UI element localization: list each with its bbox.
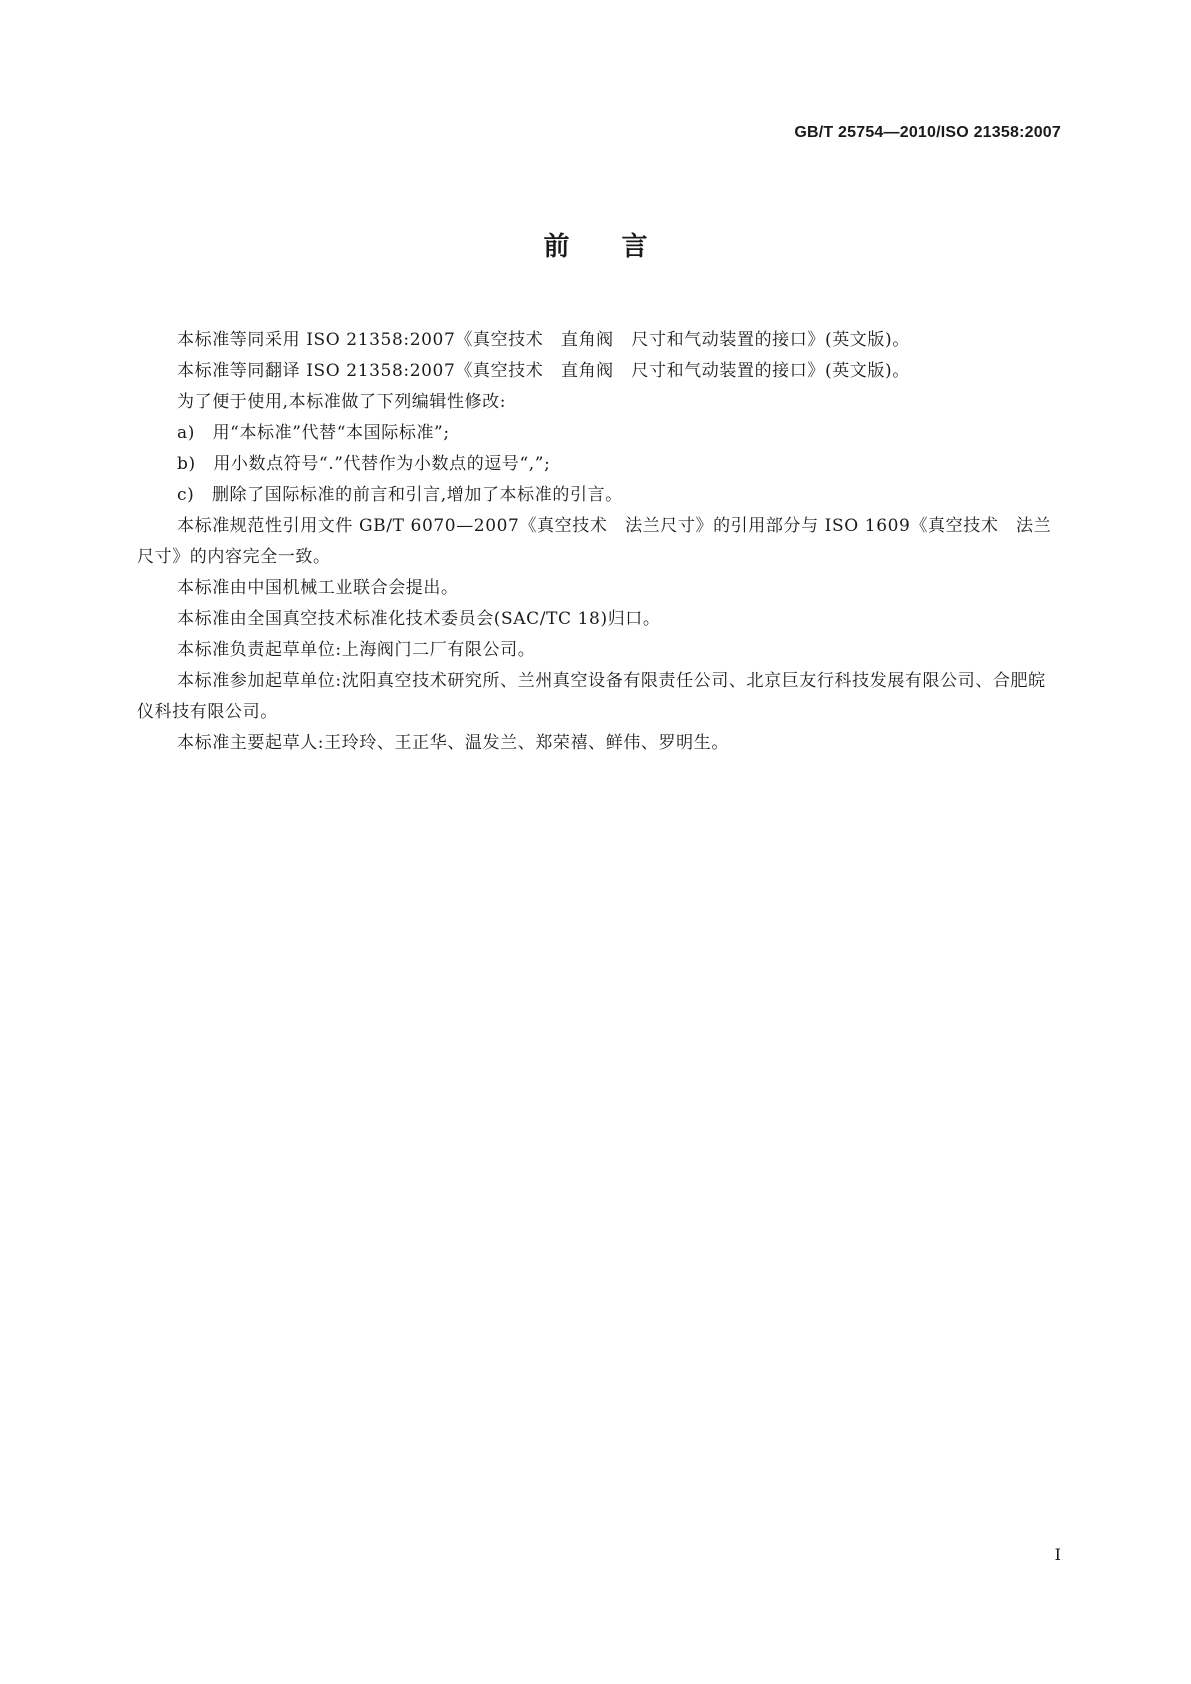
paragraph-responsible-drafter: 本标准负责起草单位:上海阀门二厂有限公司。	[177, 640, 536, 660]
list-item-c: c) 删除了国际标准的前言和引言,增加了本标准的引言。	[177, 485, 623, 505]
paragraph-normative-references: 本标准规范性引用文件 GB/T 6070—2007《真空技术 法兰尺寸》的引用部分与 ISO 1609《真空技术 法兰尺寸》的内容完全一致。	[137, 516, 1052, 567]
page-title: 前言	[543, 232, 700, 262]
standard-number-header: GB/T 25754—2010/ISO 21358:2007	[794, 124, 1061, 141]
page-number: I	[1054, 1545, 1061, 1564]
foreword-body	[137, 325, 1062, 759]
paragraph-editorial-changes: 为了便于使用,本标准做了下列编辑性修改:	[177, 392, 507, 412]
paragraph-adoption: 本标准等同采用 ISO 21358:2007《真空技术 直角阀 尺寸和气动装置的接口》(英文版)。	[177, 330, 910, 350]
paragraph-translation: 本标准等同翻译 ISO 21358:2007《真空技术 直角阀 尺寸和气动装置的接口》(英文版)。	[177, 361, 910, 381]
list-item-b: b) 用小数点符号“.”代替作为小数点的逗号“,”;	[177, 454, 551, 474]
paragraph-main-drafters: 本标准主要起草人:王玲玲、王正华、温发兰、郑荣禧、鲜伟、罗明生。	[177, 733, 729, 753]
paragraph-participating-drafters: 本标准参加起草单位:沈阳真空技术研究所、兰州真空设备有限责任公司、北京巨友行科技发展有限公司、合肥皖仪科技有限公司。	[137, 671, 1046, 722]
list-item-a: a) 用“本标准”代替“本国际标准”;	[177, 423, 450, 443]
paragraph-proposed-by: 本标准由中国机械工业联合会提出。	[177, 578, 459, 598]
paragraph-centralized-by: 本标准由全国真空技术标准化技术委员会(SAC/TC 18)归口。	[177, 609, 661, 629]
